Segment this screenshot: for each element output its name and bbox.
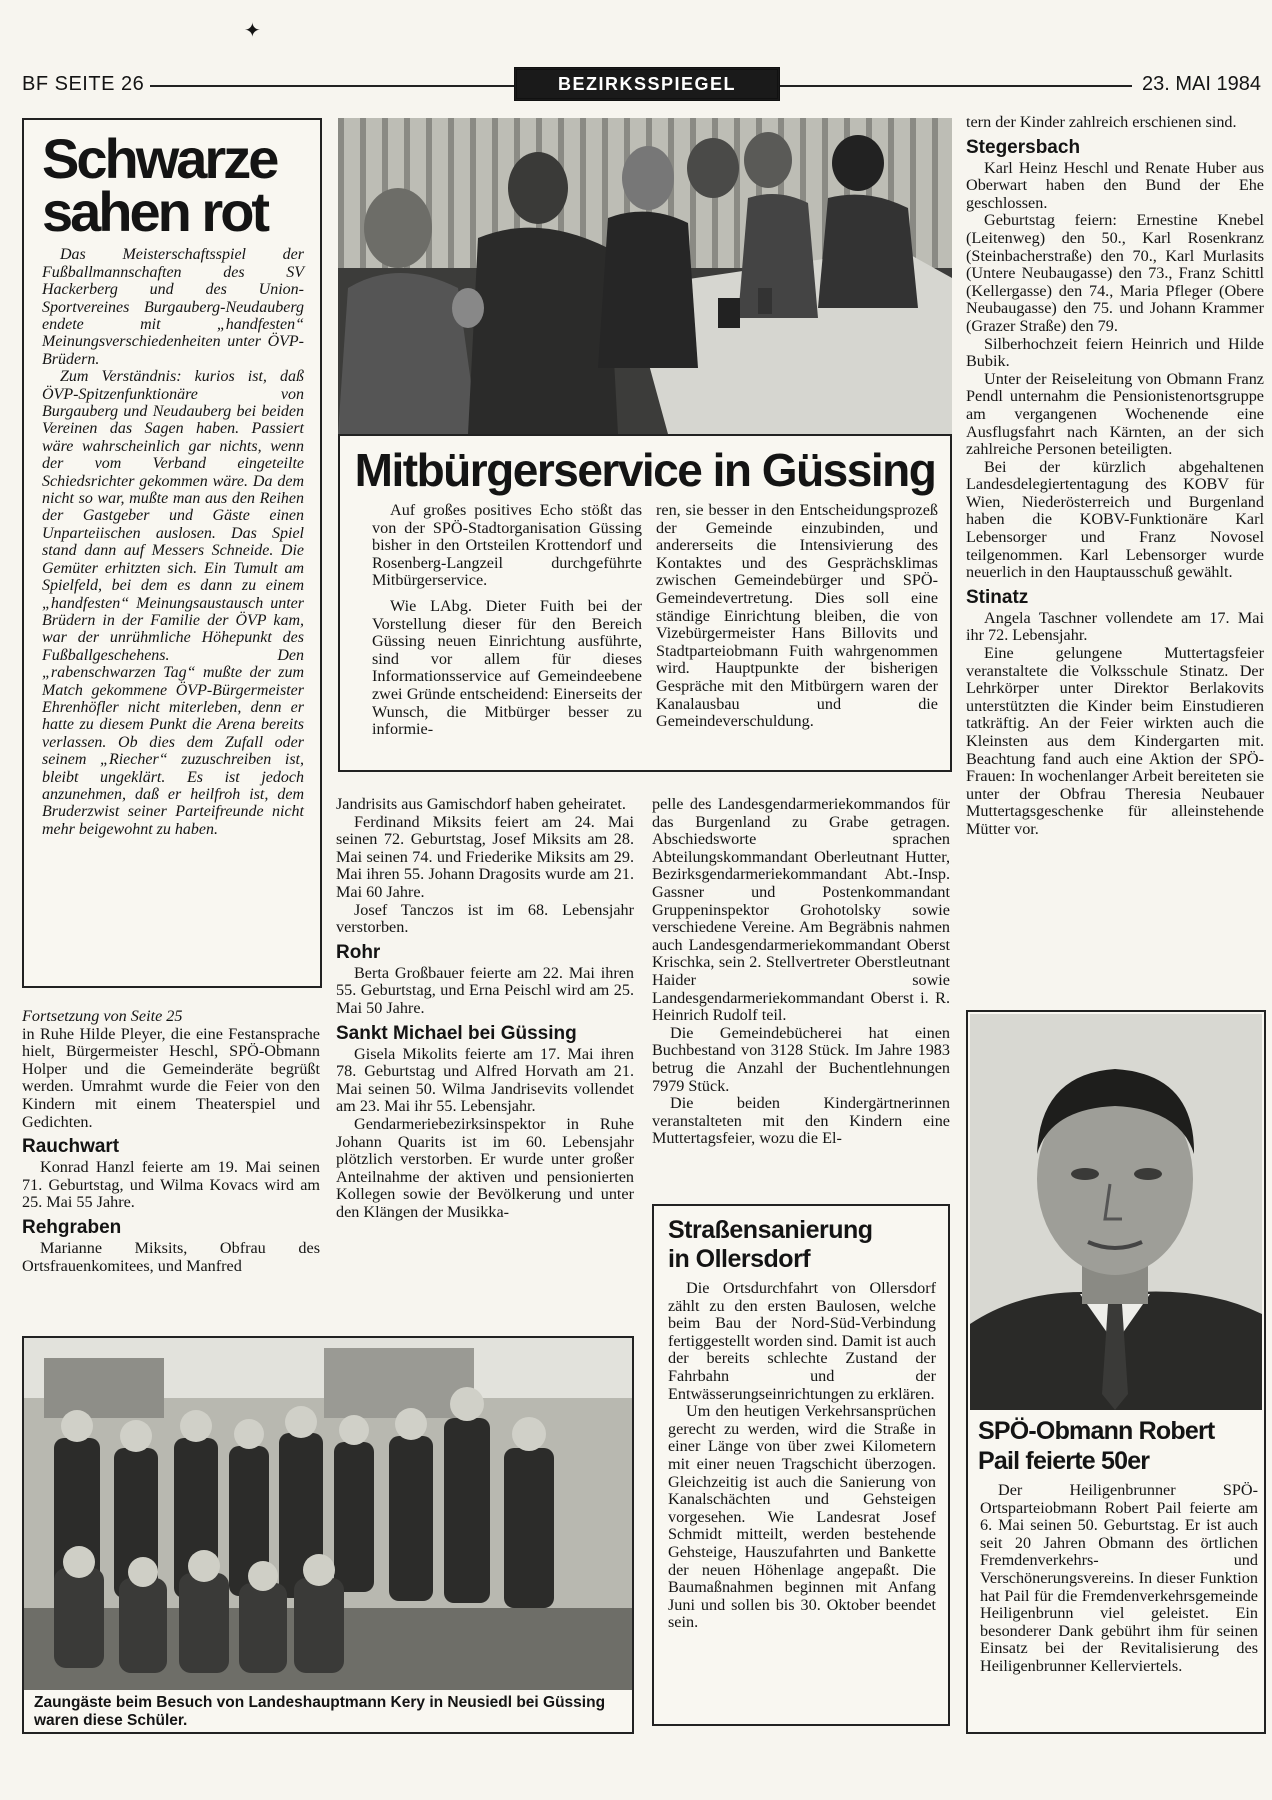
article-robert-pail [966, 1010, 1266, 1734]
column-four-text: tern der Kinder zahlreich erschienen sind. Stegersbach Karl Heinz Heschl und Renate Huber aus Oberwart haben den Bund der Ehe geschlossen. Geburtstag feiern: Ernestine Knebel (Leitenweg) den 50., Karl Rosenkranz (Steinbacherstraße) den 70., Karl Murlasits (Untere Neubaugasse) den 73., Franz Schittl (Kellergasse) den 74., Maria Pfleger (Obere Neubaugasse) den 75. und Johann Krammer (Grazer Straße) den 79. Silberhochzeit feiern Heinrich und Hilde Bubik. Unter der Reiseleitung von Obmann Franz Pendl unternahm die Pensionistenortsgruppe am vergangenen Wochenende eine Ausflugsfahrt nach Kärnten, an der sich zahlreiche Personen beteiligten. Bei der kürzlich abgehaltenen Landesdelegiertentagung des KOBV für Wien, Niederösterreich und Burgenland haben die KOBV-Funktionäre Karl Lebensorger und Franz Novosel teilgenommen. Karl Lebensorger wurde neuerlich in den Hauptausschuß gewählt. Stinatz Angela Taschner vollendete am 17. Mai ihr 72. Lebensjahr. Eine gelungene Muttertagsfeier veranstaltete die Volksschule Stinatz. Der Lehrkörper unter Direktor Berlakovits unterstützten die Kinder beim Einstudieren tatkräftig. An der Feier wirkten auch die Kleinsten aus dem Kindergarten mit. Beachtung fand auch eine Aktion der SPÖ-Frauen: In wochenlanger Arbeit bereiteten sie unter der Obfrau Theresia Neubauer Muttertagsgeschenke für alleinstehende Mütter vor. [966, 113, 1264, 838]
photo-schoolchildren [24, 1338, 632, 1690]
photo-meeting-image [338, 118, 952, 434]
photo-schoolchildren-frame [22, 1336, 634, 1734]
heading-stegersbach: Stegersbach [966, 136, 1081, 158]
ink-mark-icon: ✦ [244, 18, 261, 42]
article-body-col-a: Auf großes positives Echo stößt das von der SPÖ-Stadtorganisation Güssing bisher in den Ortsteilen Krottendorf und Rosenberg-Langzeil durchgeführte Mitbürgerservice. Wie LAbg. Dieter Fuith bei der Vorstellung dieser für den Bereich Güssing neuen Einrichtung ausführte, sind vor allem für dieses Informationsservice auf Gemeindeebene zwei Gründe entscheidend: Einerseits der Wunsch, die Mitbürger besser zu informie- [372, 501, 642, 739]
portrait-image [970, 1014, 1262, 1410]
header-rule-left [150, 85, 514, 87]
photo-caption: Zaungäste beim Besuch von Landeshauptmann Kery in Neusiedl bei Güssing waren diese Schüler. [34, 1694, 606, 1729]
column-two-text: Jandrisits aus Gamischdorf haben geheiratet. Ferdinand Miksits feiert am 24. Mai seinen 72. Geburtstag, Josef Miksits am 28. Mai seinen 74. und Friederike Miksits am 29. Mai ihren 55. Johann Dragosits wurde am 21. Mai 60 Jahre. Josef Tanczos ist im 68. Lebensjahr verstorben. Rohr Berta Großbauer feierte am 22. Mai ihren 55. Geburtstag, und Erna Peischl wird am 25. Mai 50 Jahre. Sankt Michael bei Güssing Gisela Mikolits feierte am 17. Mai ihren 78. Geburtstag und Alfred Horvath am 21. Mai seinen 50. Wilma Jandrisevits vollendet am 23. Mai ihr 55. Lebensjahr. Gendarmeriebezirksinspektor in Ruhe Johann Quarits ist im 60. Lebensjahr plötzlich verstorben. Er wurde unter großer Anteilnahme der aktiven und pensionierten Kollegen sowie der Bevölkerung und unter den Klängen der Musikka- [336, 795, 634, 1221]
article-headline: Schwarze sahen rot [42, 127, 277, 244]
issue-date: 23. MAI 1984 [1142, 73, 1261, 95]
section-label: BEZIRKSSPIEGEL [514, 67, 780, 101]
article-strassensanierung [652, 1204, 950, 1726]
article-body-col-b: ren, sie besser in den Entscheidungsprozeß der Gemeinde einzubinden, und andererseits die Intensivierung des Kontaktes und des Gesprächsklimas zwischen Gemeindebürger und SPÖ-Gemeindevertretung. Dies soll eine ständige Einrichtung bleiben, die von Vizebürgermeister Hans Billovits und Stadtparteiobmann Fuith wahrgenommen wird. Hauptpunkte der bisherigen Gespräche mit den Mitbürgern waren der Kanalausbau und die Gemeindeverschuldung. [656, 501, 938, 731]
article-body: Das Meisterschaftsspiel der Fußballmannschaften des SV Hackerberg und des Union-Sportvereines Burgauberg-Neudauberg endete mit „handfesten“ Meinungsverschiedenheiten unter ÖVP-Brüdern. Zum Verständnis: kurios ist, daß ÖVP-Spitzenfunktionäre von Burgauberg und Neudauberg bei beiden Vereinen das Sagen haben. Passiert wäre wahrscheinlich gar nichts, wenn der vom Verband eingeteilte Schiedsrichter gekommen wäre. Da dem nicht so war, mußte man aus den Reihen der Gastgeber und Gäste einen Unparteiischen auslosen. Das Spiel stand dann auf Messers Schneide. Die Gemüter erhitzten sich. Ein Tumult am Spielfeld, bei dem es dann zu einem „handfesten“ Meinungsaustausch unter Brüdern in der Familie der ÖVP kam, war der unrühmliche Höhepunkt des Fußballgeschehens. Den „rabenschwarzen Tag“ mußte der zum Match gekommene ÖVP-Bürgermeister Ehrenhöfler nicht miterleben, denn er hatte zu diesem Punkt die Arena bereits verlassen. Ob dies dem Zufall oder seinem „Riecher“ zuzuschreiben ist, bleibt ungeklärt. Es ist jedoch anzunehmen, daß er heilfroh ist, dem Bruderzwist seiner Parteifreunde nicht mehr beigewohnt zu haben. [42, 246, 304, 838]
photo-meeting [338, 118, 952, 434]
heading-rehgraben: Rehgraben [22, 1216, 122, 1238]
heading-sankt-michael: Sankt Michael bei Güssing [336, 1022, 577, 1044]
article-headline: Mitbürgerservice in Güssing [354, 444, 936, 496]
article-headline: Straßensanierung in Ollersdorf [668, 1216, 873, 1273]
photo-schoolchildren-image [24, 1338, 632, 1690]
article-headline: SPÖ-Obmann Robert Pail feierte 50er [978, 1417, 1215, 1475]
page-number: BF SEITE 26 [22, 73, 145, 95]
heading-rauchwart: Rauchwart [22, 1136, 120, 1158]
column-one-text: Fortsetzung von Seite 25 in Ruhe Hilde Pleyer, die eine Festansprache hielt, Bürgermeister Heschl, SPÖ-Obmann Holper und die Gemeinderäte begrüßt werden. Umrahmt wurde die Feier von den Kindern mit einem Theaterspiel und Gedichten. Rauchwart Konrad Hanzl feierte am 19. Mai seinen 71. Geburtstag, und Wilma Kovacs wird am 25. Mai 55 Jahre. Rehgraben Marianne Miksits, Obfrau des Ortsfrauenkomitees, und Manfred [22, 1007, 320, 1275]
article-mitbuergerservice [338, 434, 952, 772]
article-body: Die Ortsdurchfahrt von Ollersdorf zählt zu den ersten Baulosen, welche beim Bau der Nord-Süd-Verbindung fertiggestellt worden sind. Damit ist auch der bereits schlechte Zustand der Fahrbahn und der Entwässerungseinrichtungen zu erklären. Um den heutigen Verkehrsansprüchen gerecht zu werden, wird die Straße in einer Länge von über zwei Kilometern mit einer neuen Tragschicht überzogen. Gleichzeitig ist auch die Sanierung von Kanalschächten und Gehsteigen vorgesehen. Wie Landesrat Josef Schmidt mitteilt, werden bestehende Gehsteige, Hauszufahrten und Bankette der neuen Höhenlage angepaßt. Die Baumaßnahmen beginnen mit Anfang Juni und sollen bis 30. Oktober beendet sein. [668, 1279, 936, 1632]
article-body: Der Heiligenbrunner SPÖ-Ortsparteiobmann Robert Pail feierte am 6. Mai seinen 50. Geburtstag. Er ist auch seit 20 Jahren Obmann des örtlichen Fremdenverkehrs- und Verschönerungsvereins. In dieser Funktion hat Pail für die Fremdenverkehrsgemeinde Heiligenbrunn viel geleistet. Ein besonderer Dank gebührt ihm für seinen Einsatz bei der Revitalisierung des Heiligenbrunner Kellerviertels. [980, 1481, 1258, 1675]
continued-note: Fortsetzung von Seite 25 [22, 1007, 183, 1025]
heading-stinatz: Stinatz [966, 586, 1029, 608]
portrait-photo [970, 1014, 1262, 1410]
column-three-text: pelle des Landesgendarmeriekommandos für das Burgenland zu Grabe getragen. Abschiedsworte sprachen Abteilungskommandant Oberleutnant Hutter, Bezirksgendarmeriekommandant Abt.-Insp. Gassner und Postenkommandant Gruppeninspektor Grohotolsky sowie verschiedene Vereine. Am Begräbnis nahmen auch Landesgendarmeriekommandant Oberst Krischka, sein 2. Stellvertreter Oberstleutnant Haider sowie Landesgendarmeriekommandant Oberst i. R. Heinrich Rudolf teil. Die Gemeindebücherei hat einen Buchbestand von 3128 Stück. Im Jahre 1983 betrug die Anzahl der Buchentlehnungen 7979 Stück. Die beiden Kindergärtnerinnen veranstalteten mit den Kindern eine Muttertagsfeier, wozu die El- [652, 795, 950, 1148]
article-schwarze-sahen-rot [22, 118, 322, 988]
heading-rohr: Rohr [336, 941, 381, 963]
header-rule-right [780, 85, 1132, 87]
